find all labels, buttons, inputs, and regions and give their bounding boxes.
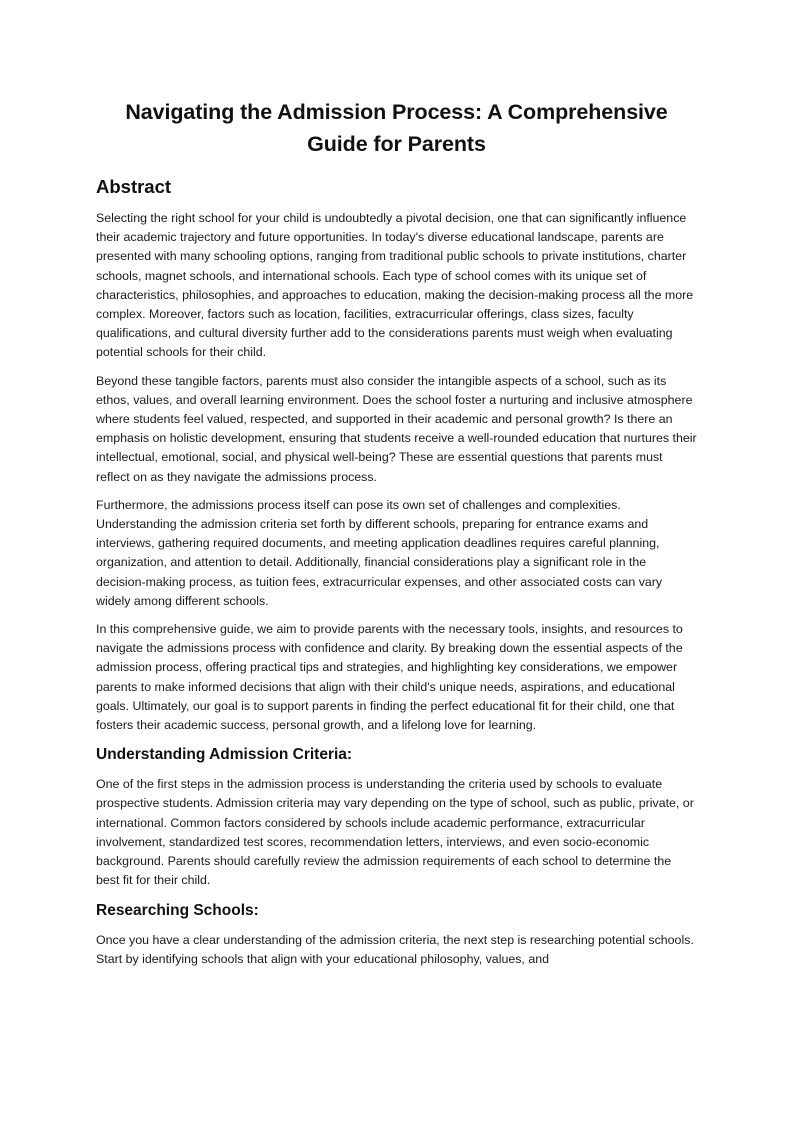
researching-schools-section bbox=[96, 900, 697, 969]
abstract-paragraph-3: Furthermore, the admissions process itself can pose its own set of challenges and complexities. Understanding the admission criteria set forth by different schools, preparing for entrance exams and interviews, gathering required documents, and meeting application deadlines requires careful planning, organization, and attention to detail. Additionally, financial considerations play a significant role in the decision-making process, as tuition fees, extracurricular expenses, and other associated costs can vary widely among different schools. bbox=[96, 497, 663, 608]
researching-schools-paragraph: Once you have a clear understanding of the admission criteria, the next step is researching potential schools. Start by identifying schools that align with your educational philosophy, values, and bbox=[96, 932, 694, 966]
abstract-section bbox=[96, 174, 697, 735]
abstract-paragraph-4: In this comprehensive guide, we aim to provide parents with the necessary tools, insights, and resources to navigate the admissions process with confidence and clarity. By breaking down the essential aspects of the admission process, offering practical tips and strategies, and highlighting key considerations, we empower parents to make informed decisions that align with their child's unique needs, aspirations, and educational goals. Ultimately, our goal is to support parents in finding the perfect educational fit for their child, one that fosters their academic success, personal growth, and a lifelong love for learning. bbox=[96, 622, 683, 733]
abstract-heading: Abstract bbox=[96, 176, 172, 197]
abstract-paragraph-2: Beyond these tangible factors, parents must also consider the intangible aspects of a school, such as its ethos, values, and overall learning environment. Does the school foster a nurturing and inclusive atmosphere where students feel valued, respected, and supported in their academic and personal growth? Is there an emphasis on holistic development, ensuring that students receive a well-rounded education that nurtures their intellectual, emotional, social, and physical well-being? These are essential questions that parents must reflect on as they navigate the admissions process. bbox=[96, 373, 697, 484]
admission-criteria-heading: Understanding Admission Criteria: bbox=[96, 746, 353, 764]
admission-criteria-section bbox=[96, 744, 697, 890]
admission-criteria-paragraph: One of the first steps in the admission process is understanding the criteria used by schools to evaluate prospective students. Admission criteria may vary depending on the type of school, such as public, private, or international. Common factors considered by schools include academic performance, extracurricular involvement, standardized test scores, recommendation letters, interviews, and even socio-economic background. Parents should carefully review the admission requirements of each school to determine the best fit for their child. bbox=[96, 777, 694, 888]
abstract-paragraph-1: Selecting the right school for your child is undoubtedly a pivotal decision, one that can significantly influence their academic trajectory and future opportunities. In today's diverse educational landscape, parents are presented with many schooling options, ranging from traditional public schools to private institutions, charter schools, magnet schools, and international schools. Each type of school comes with its unique set of characteristics, philosophies, and approaches to education, making the decision-making process all the more complex. Moreover, factors such as location, facilities, extracurricular offerings, class sizes, faculty qualifications, and cultural diversity further add to the considerations parents must weigh when evaluating potential schools for their child. bbox=[96, 211, 694, 360]
document-page bbox=[96, 96, 697, 978]
document-title: Navigating the Admission Process: A Comprehensive Guide for Parents bbox=[125, 100, 668, 156]
researching-schools-heading: Researching Schools: bbox=[96, 901, 259, 919]
